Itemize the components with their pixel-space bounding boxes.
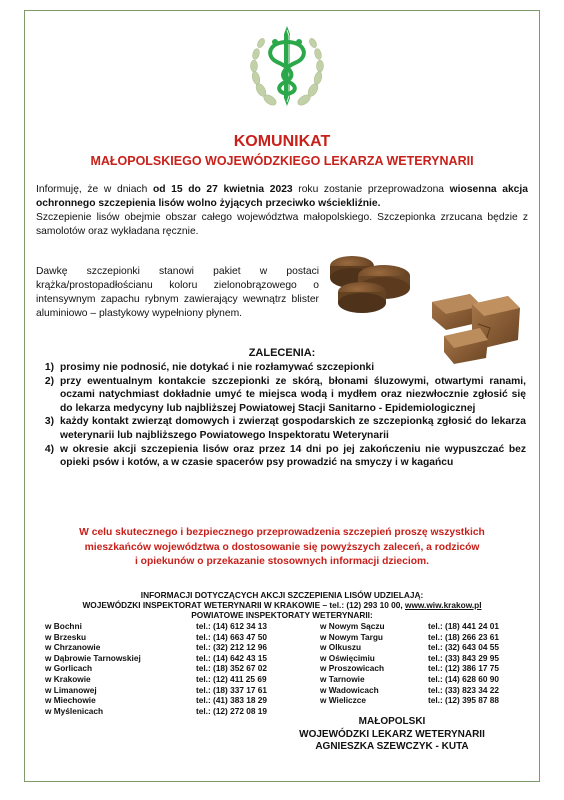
contact-place: w Wieliczce [320, 695, 367, 706]
appeal-line: i opiekunów o przekazanie stosownych informacji dzieciom. [134, 556, 430, 567]
appeal-line: W celu skutecznego i bezpiecznego przeprowadzenia szczepień proszę wszystkich [79, 527, 485, 538]
signature-line: WOJEWÓDZKI LEKARZ WETERYNARII [299, 728, 485, 740]
intro-paragraph-2: Szczepienie lisów obejmie obszar całego województwa małopolskiego. Szczepionka zrzucana będzie z samolotów oraz wykładana ręcznie. [36, 212, 528, 237]
contact-phone: tel.: (18) 337 17 61 [196, 684, 268, 695]
recommendation-text: każdy kontakt zwierząt domowych i zwierząt gospodarskich ze szczepionką zgłosić do lekarza weterynarii lub najbliższego Powiatowego Inspektoratu Weterynarii [60, 416, 526, 441]
recommendation-item [36, 361, 526, 375]
appeal-line: mieszkańców województwa o dostosowanie się powyższych zaleceń, a rodziców [84, 541, 480, 553]
contact-phone: tel.: (18) 352 67 02 [196, 663, 268, 674]
contact-row [45, 663, 296, 674]
contact-phone: tel.: (12) 411 25 69 [196, 673, 267, 684]
intro-campaign: wiosenna akcja ochronnego szczepienia lisów wolno żyjących przeciwko wściekliźnie. [36, 184, 528, 209]
contact-phone: tel.: (32) 643 04 55 [428, 642, 500, 653]
intro-p1-mid: roku zostanie przeprowadzona [292, 184, 450, 195]
contact-place: w Dąbrowie Tarnowskiej [45, 652, 141, 663]
contact-row [320, 695, 528, 706]
contact-phone: tel.: (33) 823 34 22 [428, 684, 500, 695]
recommendation-number: 2) [44, 375, 54, 387]
vaccine-description: Dawkę szczepionki stanowi pakiet w postaci krążka/prostopadłościanu koloru zielonobrązowego o intensywnym zapachu rybnym zawierający wewnątrz blister aluminiowo – plastykowy wypełniony płynem. [36, 266, 319, 319]
recommendation-item [36, 443, 526, 470]
contact-phone: tel.: (14) 612 34 13 [196, 621, 268, 631]
recommendation-text: przy ewentualnym kontakcie szczepionki ze skórą, błonami śluzowymi, otwartymi ranami, oczami natychmiast dokładnie umyć te miejsca wodą i mydłem oraz niezwłocznie zgłosić się do lekarza medycyny lub najbliższej Powiatowej Stacji Sanitarno - Epidemiologicznej [60, 375, 526, 414]
contact-place: w Brzesku [45, 631, 87, 642]
contact-place: w Krakowie [45, 673, 91, 684]
recommendation-number: 1) [44, 362, 54, 373]
contact-place: w Nowym Targu [320, 631, 384, 642]
contact-place: w Limanowej [45, 684, 97, 695]
contact-row [320, 621, 528, 632]
contact-phone: tel.: (18) 266 23 61 [428, 631, 500, 642]
contact-place: w Wadowicach [320, 684, 379, 695]
contact-phone: tel.: (12) 395 87 88 [428, 695, 500, 706]
contact-row [320, 653, 528, 664]
voivodeship-inspectorate [24, 600, 540, 610]
info-heading: INFORMACJI DOTYCZĄCYCH AKCJI SZCZEPIENIA LISÓW UDZIELAJĄ: [140, 590, 424, 600]
intro-p1-prefix: Informuję, że w dniach [36, 184, 153, 195]
veterinary-logo-icon [247, 20, 327, 120]
notice-title: KOMUNIKAT [233, 133, 331, 150]
contact-phone: tel.: (12) 386 17 75 [428, 663, 500, 674]
contact-row [320, 642, 528, 653]
signature-line: MAŁOPOLSKI [358, 716, 426, 727]
contact-row [320, 674, 528, 685]
contact-place: w Miechowie [45, 695, 96, 706]
recommendation-item [36, 415, 526, 442]
signature-line: AGNIESZKA SZEWCZYK - KUTA [315, 741, 469, 752]
contact-place: w Tarnowie [320, 673, 365, 684]
contact-row [45, 632, 296, 643]
recommendations-list [36, 361, 526, 470]
contact-row [320, 632, 528, 643]
intro-text [36, 183, 528, 239]
signature-block [292, 716, 492, 754]
contact-phone: tel.: (14) 642 43 15 [196, 652, 268, 663]
contact-place: w Olkuszu [320, 642, 362, 653]
intro-dates: od 15 do 27 kwietnia 2023 [152, 184, 293, 195]
contact-row [45, 695, 296, 706]
contact-row [320, 685, 528, 696]
recommendation-text: prosimy nie podnosić, nie dotykać i nie rozłamywać szczepionki [60, 362, 375, 373]
recommendation-number: 4) [44, 443, 54, 455]
contact-row [45, 621, 296, 632]
contact-row [45, 706, 296, 717]
recommendation-text: w okresie akcji szczepienia lisów oraz przez 14 dni po jej zakończeniu nie wypuszczać bez opieki psów i kotów, a w czasie spacerów psy prowadzić na smyczy i w kagańcu [60, 443, 526, 469]
county-inspectorates-heading: POWIATOWE INSPEKTORATY WETERYNARII: [191, 610, 373, 620]
recommendation-number: 3) [44, 416, 54, 428]
contact-place: w Chrzanowie [45, 642, 101, 653]
contact-place: w Nowym Sączu [320, 621, 385, 631]
website-link[interactable]: www.wiw.krakow.pl [405, 600, 482, 610]
notice-subtitle: MAŁOPOLSKIEGO WOJEWÓDZKIEGO LEKARZA WETERYNARII [90, 154, 474, 168]
contact-phone: tel.: (41) 383 18 29 [196, 695, 268, 706]
contact-phone: tel.: (14) 663 47 50 [196, 631, 268, 642]
vaccine-baits-image [322, 244, 532, 364]
contact-row [320, 663, 528, 674]
voivodeship-inspectorate-text: WOJEWÓDZKI INSPEKTORAT WETERYNARII W KRAKOWIE – tel.: (12) 293 10 00, [82, 600, 405, 610]
contact-place: w Proszowicach [320, 663, 385, 674]
contact-phone: tel.: (32) 212 12 96 [196, 642, 268, 653]
contact-phone: tel.: (12) 272 08 19 [196, 705, 268, 716]
contact-row [45, 642, 296, 653]
contact-row [45, 653, 296, 664]
appeal-text [40, 526, 524, 570]
contact-phone: tel.: (14) 628 60 90 [428, 673, 500, 684]
intro-paragraph-1 [36, 183, 528, 211]
contact-phone: tel.: (18) 441 24 01 [428, 621, 500, 631]
contacts-left-column [45, 621, 296, 716]
recommendation-item [36, 375, 526, 416]
contacts-right-column [320, 621, 528, 706]
recommendations-heading: ZALECENIA: [248, 347, 316, 359]
contact-place: w Oświęcimiu [320, 652, 375, 663]
contact-row [45, 674, 296, 685]
contact-place: w Bochni [45, 621, 82, 631]
contact-place: w Gorlicach [45, 663, 93, 674]
contact-row [45, 685, 296, 696]
contact-place: w Myślenicach [45, 705, 104, 716]
contact-phone: tel.: (33) 843 29 95 [428, 652, 500, 663]
